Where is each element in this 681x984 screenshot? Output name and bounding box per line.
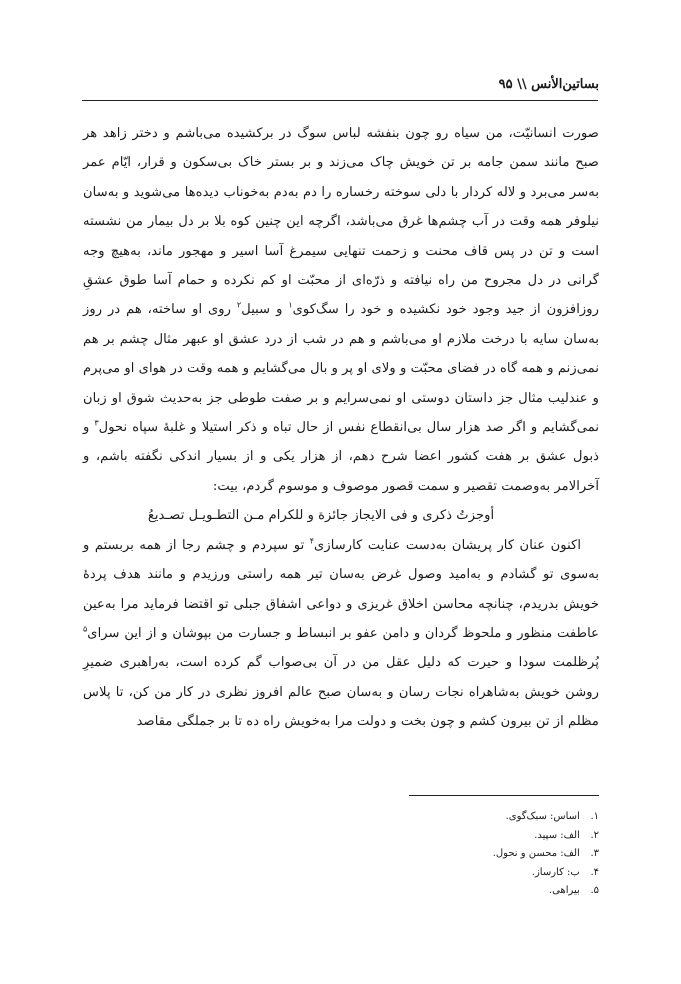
footnote-item [299,882,599,901]
footnote-rule [409,795,599,796]
footnote-item [299,808,599,827]
footnote-text: الف: محسن و نحول. [492,848,580,860]
paragraph-2 [83,531,599,737]
main-text [83,119,599,737]
footnote-number: ۱. [590,811,599,822]
paragraph-1-text-d: و ذبول عشق بر هفت کشور اعضا شرح دهم، از هزار یکی و از بسیار اندکی نگفته باشم، و آخرالامر به‌وصمت تقصیر و سمت قصور موصوف و موسوم گردم، بیت: [83,420,599,494]
paragraph-1 [83,119,599,501]
header-rule [82,100,598,101]
footnote-ref-5: ۵ [83,624,88,634]
footnote-ref-4: ۴ [309,536,315,546]
footnote-number: ۳. [590,848,599,860]
footnote-number: ۵. [590,885,599,897]
footnote-text: ب: کارساز. [531,866,580,878]
paragraph-1-text-c: روی او ساخته، هم در روز به‌سان سایه با درخت ملازم او می‌باشم و هم در شب از درد عشق او عبهر مثال چشم بر هم نمی‌زنم و همه گاه در فضای محبّت و ولای او پر و بال می‌گشایم و همه وقت در هوای او می‌پرم و عندلیب مثال جز داستان دوستی او نمی‌سرایم و بر صفت طوطی جز به‌حدیث شوق او زبان نمی‌گشایم و اگر صد هزار سال بی‌انقطاع نفس از حال تباه و ذکر استیلا و غلبهٔ سپاه نحول [83,302,599,436]
footnote-ref-1: ۱ [288,301,293,311]
footnote-text: اساس: سبک‌گوی. [505,811,580,822]
paragraph-2-text-a: اکنون عنان کار پریشان به‌دست عنایت کارسازی [314,537,581,553]
paragraph-1-text-b: و سبیل [241,302,289,318]
paragraph-2-text-b: تو سپردم و چشم رجا از همه بربستم و به‌سوی تو گشادم و به‌امید وصول غرض به‌سان تیر همه راستی ورزیدم و مانند هدف پردهٔ خویش بدریدم، چنانچه محاسن اخلاق غریزی و دواعی اشفاق جبلی تو اقتضا فرماید مرا به‌عین عاطفت منظور و ملحوظ گردان و دامن عفو بر انبساط و جسارت من بپوشان و از این سرای [83,537,599,641]
footnote-item [299,845,599,864]
footnote-ref-3: ۳ [94,418,99,428]
footnote-text: الف: سپید. [534,829,580,841]
footnote-text: بیراهی. [548,885,580,897]
paragraph-1-text-a: صورت انسانیّت، من سیاه رو چون بنفشه لباس سوگ در برکشیده می‌باشم و دختر زاهد هر صبح مانند سمن جامه بر تن خویش چاک می‌زند و بر بستر خاک بی‌سکون و قرار، ایّام عمر به‌سر می‌برد و لاله کردار با دلی سوخته رخساره را دم به‌دم به‌خوناب دیده‌ها می‌شوید و به‌سان نیلوفر همه وقت در آب چشم‌ها غرق می‌باشد، اگرچه این چنین کوه بلا بر دل بیمار من نشسته است و تن در پس قاف محنت و زحمت تنهایی سیمرغ آسا اسیر و مهجور ماند، به‌هیچ وجه گرانی در دل مجروح من راه نیافته و ذرّه‌ای از محبّت او کم نکرده و حمام آسا طوق عشقِ روزافزون از جید وجود خود نکشیده و خود را سگ‌کوی [83,126,599,318]
footnote-item [299,864,599,883]
paragraph-2-text-c: پُرظلمت سودا و حیرت که دلیل عقل من در آن بی‌صواب گم کرده است، به‌راهبری ضمیرِ روشن خویش به‌شاهراه نجات رسان و به‌سان صبح عالم افروز نظری در کار من کن، تا پلاس مظلم از تن بیرون کشم و چون بخت و دولت مرا به‌خویش راه ده تا بر جملگی مقاصد [83,655,599,730]
footnote-item [299,827,599,846]
footnote-ref-2: ۲ [236,301,242,311]
verse-line: أوجزتُ ذکری و فی الایجاز جائزة و للکرام مـن التطـویـل تصـدیعُ [147,508,495,524]
running-header: بساتین‌الأنس \\ ۹۵ [498,77,599,92]
footnotes [299,808,599,901]
footnote-number: ۲. [590,829,599,841]
footnote-number: ۴. [590,866,599,878]
